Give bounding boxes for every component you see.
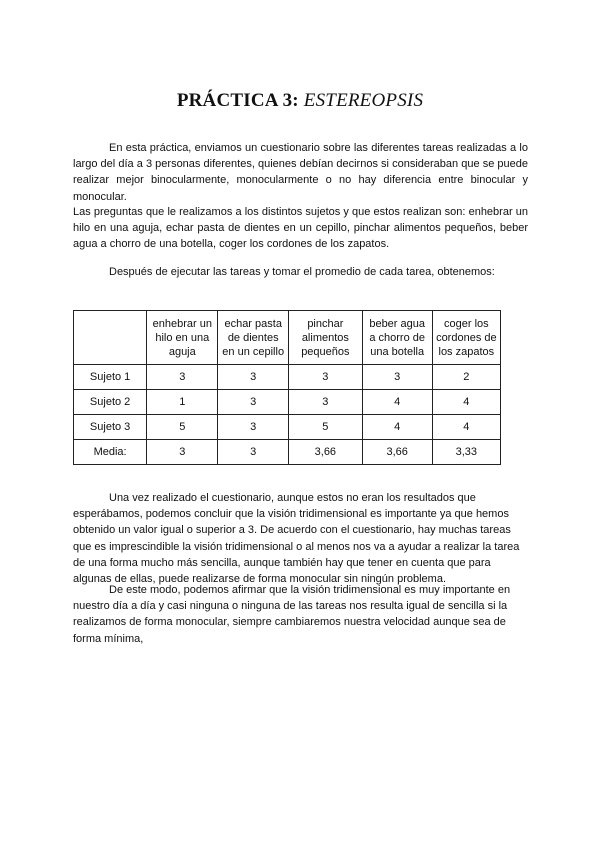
table-row — [74, 415, 501, 440]
table-cell: 3,66 — [289, 440, 363, 465]
table-cell: 4 — [362, 390, 432, 415]
questions-paragraph: Las preguntas que le realizamos a los distintos sujetos y que estos realizan son: enhebrar un hilo en una aguja, echar pasta de dientes en un cepillo, pinchar alimentos pequeños, beber agua a chorro de una botella, coger los cordones de los zapatos. — [73, 206, 528, 251]
table-cell: 3 — [362, 365, 432, 390]
table-cell: 1 — [147, 390, 218, 415]
table-row — [74, 390, 501, 415]
page-title — [0, 90, 600, 112]
table-cell: Sujeto 3 — [74, 415, 147, 440]
table-cell: 5 — [147, 415, 218, 440]
table-cell: 2 — [432, 365, 500, 390]
title-subtitle: ESTEREOPSIS — [303, 90, 424, 111]
table-header-cell: echar pasta de dientes en un cepillo — [218, 311, 289, 365]
results-table — [73, 310, 501, 465]
lead-paragraph: Después de ejecutar las tareas y tomar el promedio de cada tarea, obtenemos: — [109, 266, 495, 278]
table-header-row — [74, 311, 501, 365]
table-cell: 3 — [218, 415, 289, 440]
table-cell: Sujeto 2 — [74, 390, 147, 415]
table-cell: 3 — [289, 365, 363, 390]
table-cell: 3 — [218, 440, 289, 465]
table-header-cell: beber agua a chorro de una botella — [362, 311, 432, 365]
table-cell: 4 — [432, 415, 500, 440]
title-prefix: PRÁCTICA 3: — [176, 90, 299, 111]
table-header-cell: enhebrar un hilo en una aguja — [147, 311, 218, 365]
table-cell: 3 — [289, 390, 363, 415]
table-cell: 3 — [218, 390, 289, 415]
table-cell: 3,33 — [432, 440, 500, 465]
table-header-cell: pinchar alimentos pequeños — [289, 311, 363, 365]
table-cell: 4 — [432, 390, 500, 415]
table-row-average — [74, 440, 501, 465]
table-cell: Sujeto 1 — [74, 365, 147, 390]
table-header-cell: coger los cordones de los zapatos — [432, 311, 500, 365]
intro-paragraph: En esta práctica, enviamos un cuestionario sobre las diferentes tareas realizadas a lo largo del día a 3 personas diferentes, quienes debían decirnos si consideraban que se puede realizar mejor binocularmente, monocularmente o no hay diferencia entre binocular y monocular. — [73, 142, 528, 203]
table-cell: 4 — [362, 415, 432, 440]
conclusion-paragraph: Una vez realizado el cuestionario, aunque estos no eran los resultados que esperábamos, podemos concluir que la visión tridimensional es importante ya que hemos obtenido un valor igual o superior a 3. De acuerdo con el cuestionario, hay muchas tareas que es imprescindible la visión tridimensional o al menos nos va a ayudar a realizar la tarea de una forma mucho más sencilla, aunque también hay que tener en cuenta que para algunas de ellas, puede realizarse de forma monocular sin ningún problema. — [73, 492, 520, 586]
table-cell: 3,66 — [362, 440, 432, 465]
table-row — [74, 365, 501, 390]
conclusion2-paragraph: De este modo, podemos afirmar que la visión tridimensional es muy importante en nuestro día a día y casi ninguna o ninguna de las tareas nos resulta igual de sencilla si la realizamos de forma monocular, siempre cambiaremos nuestra velocidad aunque sea de forma mínima, — [73, 584, 511, 645]
table-cell: 5 — [289, 415, 363, 440]
table-cell: 3 — [147, 440, 218, 465]
table-cell: 3 — [147, 365, 218, 390]
table-cell: Media: — [74, 440, 147, 465]
table-header-cell — [74, 311, 147, 365]
table-cell: 3 — [218, 365, 289, 390]
